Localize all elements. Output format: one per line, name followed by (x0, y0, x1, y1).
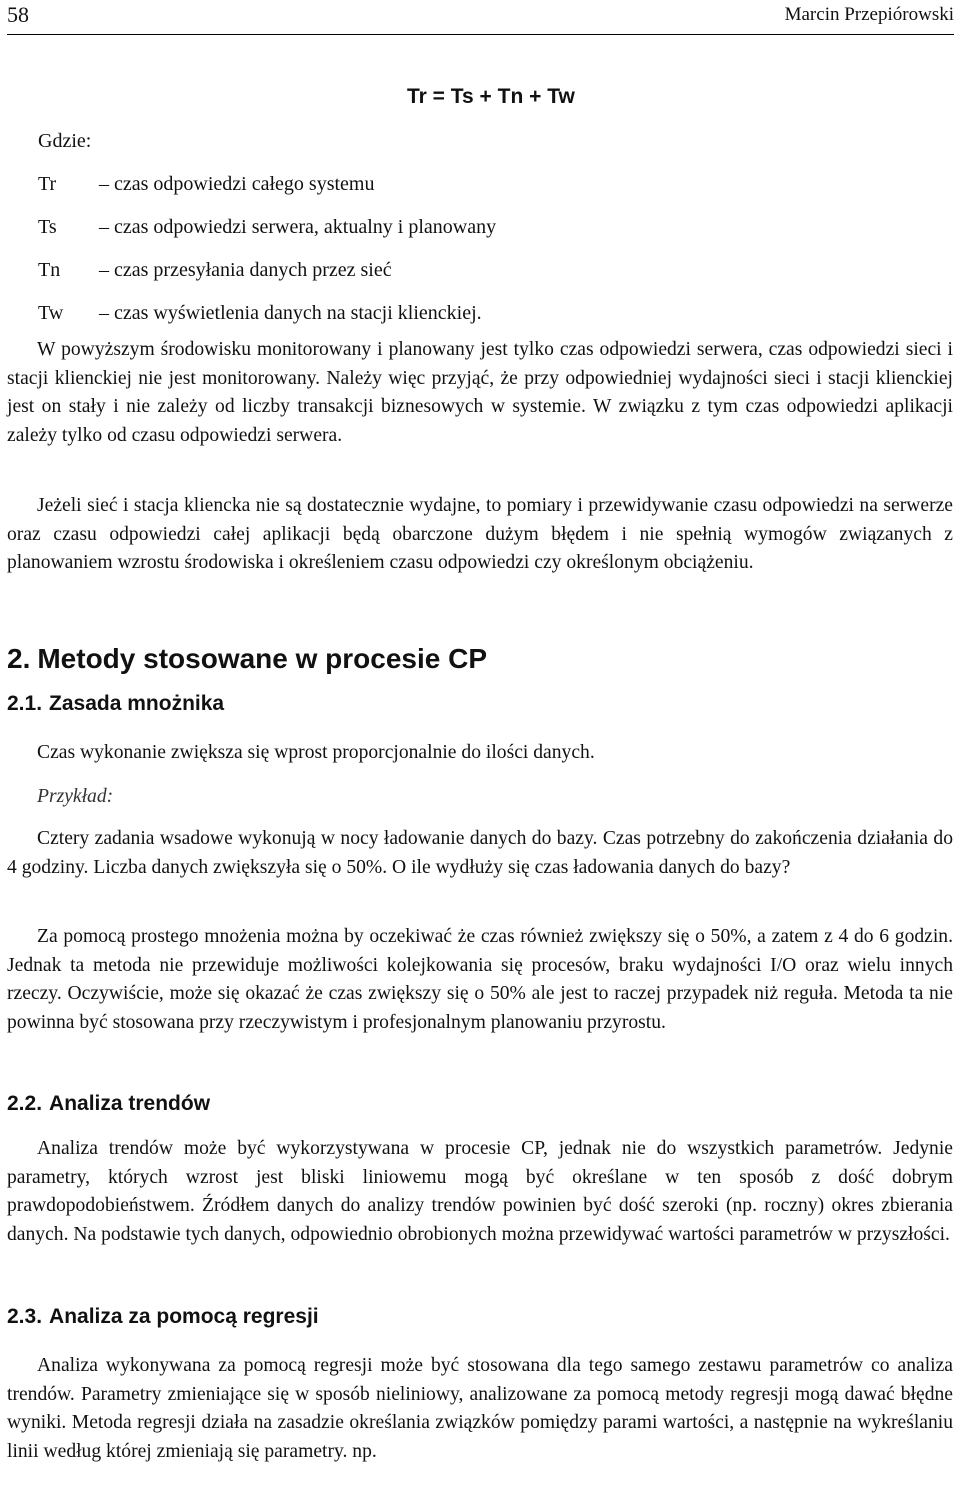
paragraph-network-performance: Jeżeli sieć i stacja kliencka nie są dostatecznie wydajne, to pomiary i przewidywanie czasu odpowiedzi na serwerze oraz czasu odpowiedzi całej aplikacji będą obarczone dużym błędem i nie spełnią wymogów związanych z planowaniem wzrostu środowiska i określeniem czasu odpowiedzi czy określonym obciążeniu. (7, 495, 953, 574)
paragraph-monitoring: W powyższym środowisku monitorowany i planowany jest tylko czas odpowiedzi serwera, czas odpowiedzi sieci i stacji klienckiej nie jest monitorowany. Należy więc przyjąć, że przy odpowiedniej wydajności sieci i stacji klienckiej jest on stały i nie zależy od liczby transakcji biznesowych w systemie. W związku z tym czas odpowiedzi aplikacji zależy tylko od czasu odpowiedzi serwera. (7, 339, 953, 446)
formula: Tr = Ts + Tn + Tw (407, 85, 575, 108)
section-heading-2-2 (7, 1092, 210, 1116)
section-number: 2.1. (7, 692, 43, 715)
section-title: Metody stosowane w procesie CP (37, 643, 488, 674)
section-title: Analiza za pomocą regresji (49, 1305, 319, 1328)
where-label: Gdzie: (38, 130, 92, 152)
page-header (7, 0, 954, 35)
section-title: Zasada mnożnika (49, 692, 225, 715)
paragraph-example-question: Cztery zadania wsadowe wykonują w nocy ładowanie danych do bazy. Czas potrzebny do zakończenia działania do 4 godziny. Liczba danych zwiększyła się o 50%. O ile wydłuży się czas ładowania danych do bazy? (7, 828, 953, 878)
running-head-author: Marcin Przepiórowski (784, 4, 954, 25)
section-number: 2.2. (7, 1092, 43, 1115)
example-label: Przykład: (37, 786, 114, 807)
section-number: 2. (7, 643, 31, 674)
section-number: 2.3. (7, 1305, 43, 1328)
paragraph-trend-analysis: Analiza trendów może być wykorzystywana w procesie CP, jednak nie do wszystkich parametrów. Jedynie parametry, których wzrost jest bliski liniowemu mogą być określane w ten sposób z dość dobrym prawdopodobieństwem. Źródłem danych do analizy trendów powinien być dość szeroki (np. roczny) okres zbierania danych. Na podstawie tych danych, odpowiednio obrobionych można przewidywać wartości parametrów w przyszłości. (7, 1138, 953, 1245)
section-heading-2-3 (7, 1305, 319, 1329)
definition-term: Tn (38, 259, 61, 281)
page-number: 58 (7, 2, 29, 27)
paragraph-regression-analysis: Analiza wykonywana za pomocą regresji może być stosowana dla tego samego zestawu parametrów co analiza trendów. Parametry zmieniające się w sposób nieliniowy, analizowane za pomocą metody regresji mogą dawać błędne wyniki. Metoda regresji działa na zasadzie określania związków pomiędzy parami wartości, a następnie na wykreślaniu linii według której zmieniają się parametry. np. (7, 1355, 953, 1462)
definition-term: Tw (38, 302, 64, 324)
section-heading-2-1 (7, 692, 224, 716)
section-heading-2 (7, 643, 487, 675)
definition-term: Ts (38, 216, 57, 238)
definition-description: – czas przesyłania danych przez sieć (99, 259, 392, 281)
section-title: Analiza trendów (49, 1092, 211, 1115)
definition-term: Tr (38, 173, 57, 195)
paragraph-example-answer: Za pomocą prostego mnożenia można by oczekiwać że czas również zwiększy się o 50%, a zatem z 4 do 6 godzin. Jednak ta metoda nie przewiduje możliwości kolejkowania się procesów, braku wydajności I/O oraz wielu innych rzeczy. Oczywiście, może się okazać że czas zwiększy się o 50% ale jest to raczej przypadek niż reguła. Metoda ta nie powinna być stosowana przy rzeczywistym i profesjonalnym planowaniu przyrostu. (7, 926, 953, 1033)
definition-description: – czas odpowiedzi całego systemu (99, 173, 375, 195)
paragraph-multiplier-rule: Czas wykonanie zwiększa się wprost proporcjonalnie do ilości danych. (37, 742, 595, 763)
definition-description: – czas wyświetlenia danych na stacji klienckiej. (99, 302, 482, 324)
definition-description: – czas odpowiedzi serwera, aktualny i planowany (99, 216, 497, 238)
